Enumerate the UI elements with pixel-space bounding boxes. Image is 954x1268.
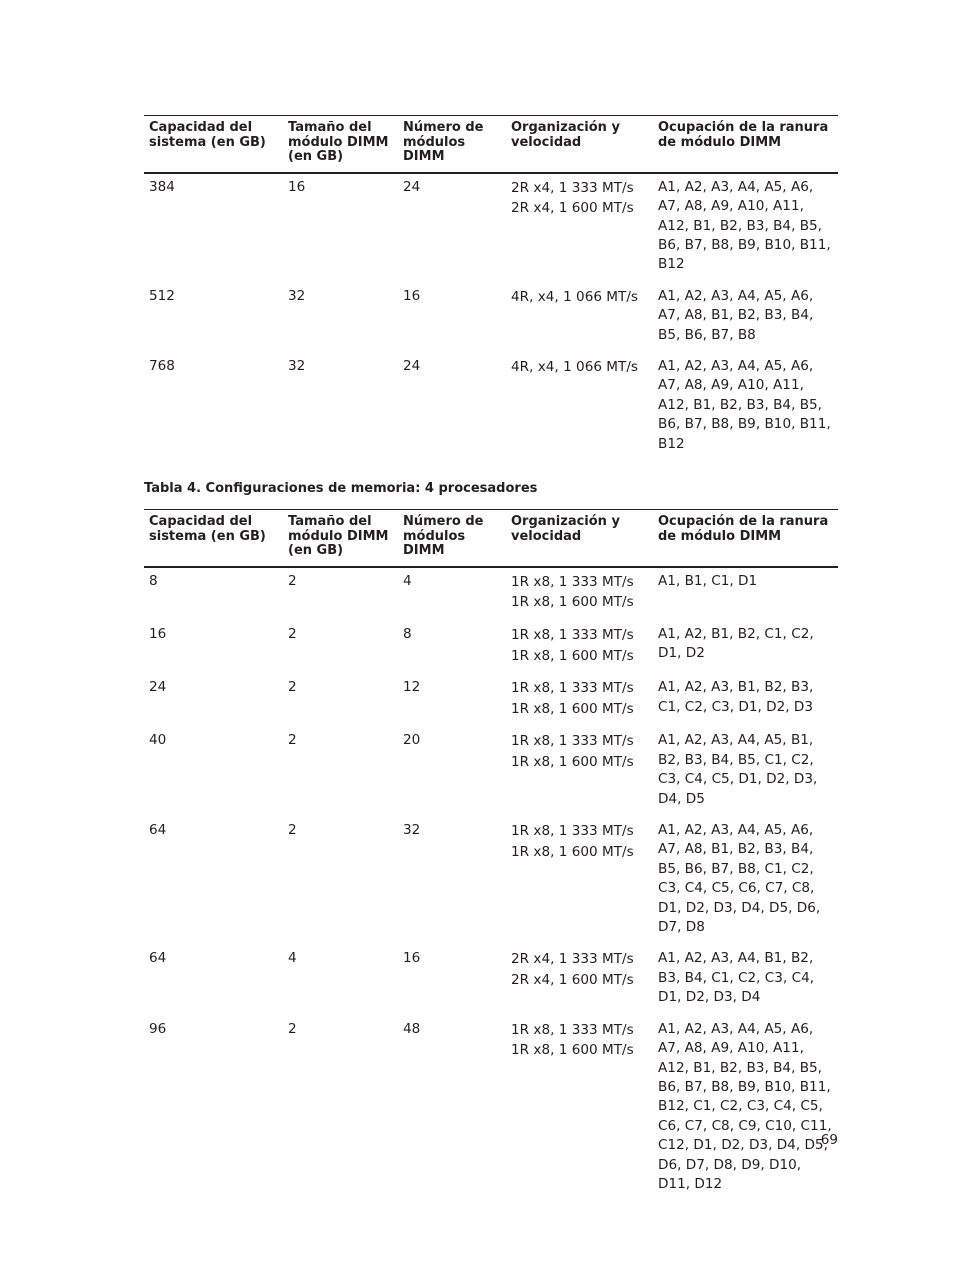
cell-capacity: 8	[149, 572, 158, 589]
speed-line: 2R x4, 1 600 MT/s	[511, 200, 634, 217]
cell-dimm-count: 48	[403, 1020, 421, 1037]
table-row	[144, 283, 838, 353]
cell-organization-speed	[506, 283, 653, 353]
speed-line: 1R x8, 1 333 MT/s	[511, 627, 634, 644]
cell-capacity: 96	[149, 1020, 167, 1037]
memory-config-table-4-processors	[144, 509, 838, 1202]
header-slot-occupancy: Ocupación de la ranura de módulo DIMM	[658, 120, 829, 150]
document-page	[144, 115, 838, 1202]
cell-capacity: 768	[149, 358, 175, 375]
table-body	[144, 567, 838, 1203]
cell-dimm-count: 16	[403, 950, 421, 967]
speed-line: 1R x8, 1 600 MT/s	[511, 843, 634, 860]
header-dimm-count: Número de módulos DIMM	[403, 514, 484, 559]
cell-dimm-count: 12	[403, 679, 421, 696]
speed-line: 1R x8, 1 333 MT/s	[511, 823, 634, 840]
speed-line: 1R x8, 1 600 MT/s	[511, 594, 634, 611]
cell-dimm-size: 2	[288, 679, 297, 696]
cell-organization-speed	[506, 621, 653, 674]
cell-dimm-size: 4	[288, 950, 297, 967]
header-organization-speed: Organización y velocidad	[511, 514, 620, 544]
cell-dimm-size: 16	[288, 178, 306, 195]
speed-line: 1R x8, 1 333 MT/s	[511, 573, 634, 590]
cell-capacity: 64	[149, 950, 167, 967]
cell-slot-occupancy: A1, A2, A3, A4, A5, A6, A7, A8, B1, B2, B3, B4, B5, B6, B7, B8, C1, C2, C3, C4, C5, C6, C7, C8, D1, D2, D3, D4, D5, D6, D7, D8	[658, 822, 821, 936]
cell-organization-speed	[506, 945, 653, 1015]
cell-dimm-count: 32	[403, 822, 421, 839]
table-row	[144, 621, 838, 674]
cell-dimm-size: 2	[288, 822, 297, 839]
speed-line: 1R x8, 1 600 MT/s	[511, 754, 634, 770]
page-number: 69	[820, 1132, 838, 1148]
speed-line: 1R x8, 1 600 MT/s	[511, 647, 634, 664]
cell-slot-occupancy: A1, A2, A3, A4, A5, A6, A7, A8, B1, B2, B3, B4, B5, B6, B7, B8	[658, 287, 814, 343]
header-dimm-size: Tamaño del módulo DIMM (en GB)	[288, 514, 389, 559]
cell-slot-occupancy: A1, A2, B1, B2, C1, C2, D1, D2	[658, 626, 814, 662]
speed-line: 1R x8, 1 333 MT/s	[511, 680, 634, 697]
cell-capacity: 16	[149, 626, 167, 643]
header-slot-occupancy: Ocupación de la ranura de módulo DIMM	[658, 514, 829, 544]
memory-config-table-continued	[144, 115, 838, 462]
speed-line: 1R x8, 1 333 MT/s	[511, 733, 634, 750]
speed-line: 1R x8, 1 600 MT/s	[511, 700, 634, 717]
cell-organization-speed	[506, 674, 653, 727]
table-row	[144, 727, 838, 817]
cell-slot-occupancy: A1, B1, C1, D1	[658, 572, 758, 589]
cell-slot-occupancy: A1, A2, A3, A4, A5, A6, A7, A8, A9, A10, A11, A12, B1, B2, B3, B4, B5, B6, B7, B8, B9, B10, B11, B12	[658, 178, 831, 273]
table-header	[144, 510, 838, 567]
cell-organization-speed	[506, 1016, 653, 1203]
cell-slot-occupancy: A1, A2, A3, A4, A5, A6, A7, A8, A9, A10, A11, A12, B1, B2, B3, B4, B5, B6, B7, B8, B9, B10, B11, B12, C1, C2, C3, C4, C5, C6, C7, C8, C9, C10, C11, C12, D1, D2, D3, D4, D5, D6, D7, D8, D9, D10, D11, D12	[658, 1020, 832, 1192]
speed-line: 4R, x4, 1 066 MT/s	[511, 288, 639, 305]
table-header	[144, 116, 838, 173]
speed-line: 2R x4, 1 600 MT/s	[511, 972, 634, 989]
cell-slot-occupancy: A1, A2, A3, A4, B1, B2, B3, B4, C1, C2, C3, C4, D1, D2, D3, D4	[658, 950, 815, 1006]
table-row	[144, 353, 838, 462]
cell-slot-occupancy: A1, A2, A3, A4, A5, A6, A7, A8, A9, A10, A11, A12, B1, B2, B3, B4, B5, B6, B7, B8, B9, B10, B11, B12	[658, 358, 831, 452]
table-row	[144, 945, 838, 1015]
cell-dimm-size: 2	[288, 626, 297, 643]
cell-dimm-count: 20	[403, 732, 421, 749]
cell-dimm-size: 2	[288, 1020, 297, 1037]
header-dimm-count: Número de módulos DIMM	[403, 120, 484, 165]
cell-dimm-count: 24	[403, 178, 421, 195]
header-organization-speed: Organización y velocidad	[511, 120, 620, 150]
table-body	[144, 173, 838, 462]
cell-dimm-count: 16	[403, 287, 421, 304]
cell-dimm-count: 4	[403, 572, 412, 589]
table-row	[144, 817, 838, 945]
cell-organization-speed	[506, 727, 653, 817]
cell-slot-occupancy: A1, A2, A3, A4, A5, B1, B2, B3, B4, B5, C1, C2, C3, C4, C5, D1, D2, D3, D4, D5	[658, 732, 818, 807]
cell-capacity: 512	[149, 287, 175, 304]
cell-dimm-size: 32	[288, 287, 306, 304]
cell-organization-speed	[506, 353, 653, 462]
header-dimm-size: Tamaño del módulo DIMM (en GB)	[288, 120, 389, 165]
table-row	[144, 173, 838, 283]
speed-line: 2R x4, 1 333 MT/s	[511, 179, 634, 196]
speed-line: 1R x8, 1 600 MT/s	[511, 1042, 634, 1059]
cell-capacity: 64	[149, 822, 167, 839]
cell-dimm-count: 8	[403, 626, 412, 643]
cell-dimm-size: 2	[288, 572, 297, 589]
cell-capacity: 384	[149, 178, 175, 195]
speed-line: 4R, x4, 1 066 MT/s	[511, 359, 639, 376]
cell-slot-occupancy: A1, A2, A3, B1, B2, B3, C1, C2, C3, D1, D2, D3	[658, 679, 814, 715]
cell-organization-speed	[506, 567, 653, 621]
cell-capacity: 40	[149, 732, 167, 749]
speed-line: 1R x8, 1 333 MT/s	[511, 1021, 634, 1038]
header-capacity: Capacidad del sistema (en GB)	[149, 120, 266, 150]
table-row	[144, 1016, 838, 1203]
cell-organization-speed	[506, 173, 653, 283]
cell-dimm-count: 24	[403, 358, 421, 375]
speed-line: 2R x4, 1 333 MT/s	[511, 951, 634, 968]
cell-dimm-size: 32	[288, 358, 306, 375]
table-row	[144, 567, 838, 621]
cell-capacity: 24	[149, 679, 167, 696]
table-row	[144, 674, 838, 727]
header-capacity: Capacidad del sistema (en GB)	[149, 514, 266, 544]
cell-dimm-size: 2	[288, 732, 297, 749]
table-caption: Tabla 4. Configuraciones de memoria: 4 procesadores	[144, 481, 538, 497]
cell-organization-speed	[506, 817, 653, 945]
